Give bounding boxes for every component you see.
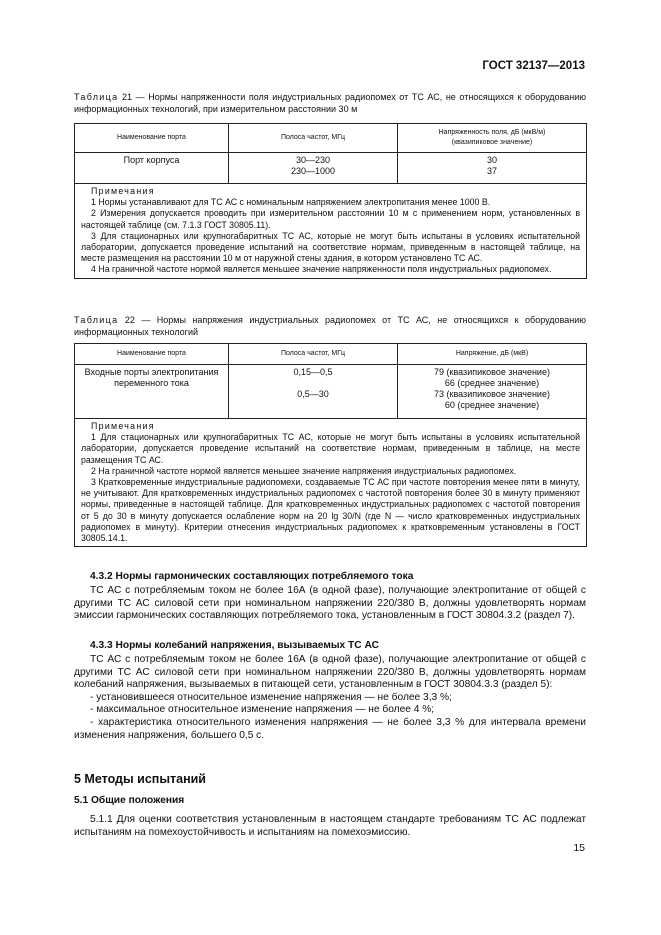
table-row bbox=[75, 344, 587, 365]
cell-port-2: переменного тока bbox=[114, 378, 189, 388]
cell-frequency bbox=[229, 153, 398, 184]
list-item: - установившееся относительное изменение напряжения — не более 3,3 %; bbox=[90, 691, 452, 703]
section-4-3-3-body bbox=[74, 654, 586, 742]
cell-port bbox=[75, 365, 229, 419]
column-header-field-strength-line2: (квазипиковое значение) bbox=[451, 139, 533, 146]
table-21-notes bbox=[75, 184, 587, 279]
cell-port-1: Входные порты электропитания bbox=[84, 367, 219, 377]
note-item: 1 Нормы устанавливают для ТС АС с номинальным напряжением электропитания менее 1000 В. bbox=[91, 197, 491, 208]
table-22-caption-label: Таблица bbox=[74, 315, 119, 325]
note-item: 3 Для стационарных или крупногабаритных ТС АС, которые не могут быть испытаны в условиях испытательной лаборатории, допускается проведение испытаний на соответствие нормам, приведенным в настоящей таблице, на месте размещения на расстоянии 10 м от наружной стены здания, в котором установлено ТС АС. bbox=[81, 230, 580, 264]
notes-title: Примечания bbox=[91, 421, 155, 431]
section-4-3-3-text: ТС АС с потребляемым током не более 16А (в одной фазе), получающие электропитание от общей с другими ТС АС силовой сети при номинальном напряжении 220/380 В, должны удовлетворять нормам колебаний напряжения, вызываемых в питающей сети, установленным в ГОСТ 30804.3.3 (раздел 5): bbox=[74, 654, 586, 691]
column-header-voltage: Напряжение, дБ (мкВ) bbox=[398, 344, 587, 365]
table-22 bbox=[74, 343, 587, 547]
cell-value-1: 30 bbox=[486, 155, 497, 165]
list-item: - максимальное относительное изменение напряжения — не более 4 %; bbox=[90, 704, 435, 716]
table-row bbox=[75, 365, 587, 419]
table-21-caption-label: Таблица bbox=[74, 92, 119, 102]
column-header-port: Наименование порта bbox=[75, 124, 229, 153]
table-notes-row bbox=[75, 184, 587, 279]
cell-frequency-1: 30—230 bbox=[295, 155, 331, 165]
cell-frequency-1: 0,15—0,5 bbox=[293, 367, 333, 377]
cell-value bbox=[398, 153, 587, 184]
column-header-frequency: Полоса частот, МГц bbox=[229, 344, 398, 365]
page-number: 15 bbox=[573, 842, 585, 854]
note-item: 3 Кратковременные индустриальные радиопомехи, создаваемые ТС АС при частоте повторения менее пяти в минуту, не учитывают. Для кратковременных индустриальных радиопомех с частотой повторения более 30 в минуту применяют нормы, приведенные в настоящей таблице. Для кратковременных индустриальных радиопомех с частотой повторения от 5 до 30 в минуту допускается ослабление норм на 20 lg 30/N (где N — число кратковременных индустриальных радиопомех в минуту). Критерии отнесения индустриальных радиопомех к кратковременным установлены в ГОСТ 30805.14.1. bbox=[81, 477, 580, 544]
table-22-caption bbox=[74, 314, 586, 338]
section-4-3-2-heading: 4.3.2 Нормы гармонических составляющих потребляемого тока bbox=[90, 571, 414, 582]
table-row bbox=[75, 124, 587, 153]
table-21 bbox=[74, 123, 587, 279]
cell-value-1: 79 (квазипиковое значение) bbox=[434, 367, 550, 377]
list-item: - характеристика относительного изменения напряжения — не более 3,3 % для интервала времени изменения напряжения, большего 0,5 с. bbox=[74, 716, 586, 741]
cell-frequency-2: 230—1000 bbox=[290, 166, 336, 176]
table-21-caption-text: 21 — Нормы напряженности поля индустриальных радиопомех от ТС АС, не относящихся к оборудованию информационных технологий, при измерительном расстоянии 30 м bbox=[74, 92, 586, 114]
document-code-header: ГОСТ 32137—2013 bbox=[482, 60, 585, 72]
cell-frequency bbox=[229, 365, 398, 419]
section-5-heading: 5 Методы испытаний bbox=[74, 772, 206, 786]
section-5-1-1-text: 5.1.1 Для оценки соответствия установленным в настоящем стандарте требованиям ТС АС подлежат испытаниям на помехоустойчивость и испытаниям на помехоэмиссию. bbox=[74, 814, 586, 838]
table-22-caption-text: 22 — Нормы напряжения индустриальных радиопомех от ТС АС, не относящихся к оборудованию информационных технологий bbox=[74, 315, 586, 337]
section-4-3-3-heading: 4.3.3 Нормы колебаний напряжения, вызываемых ТС АС bbox=[90, 640, 379, 651]
cell-value-3: 73 (квазипиковое значение) bbox=[434, 389, 550, 399]
note-item: 2 Измерения допускается проводить при измерительном расстоянии 10 м с применением норм, установленных в настоящей таблице (см. 7.1.3 ГОСТ 30805.11). bbox=[81, 208, 580, 230]
section-5-1-heading: 5.1 Общие положения bbox=[74, 795, 185, 806]
cell-value bbox=[398, 365, 587, 419]
column-header-field-strength-line1: Напряженность поля, дБ (мкВ/м) bbox=[438, 129, 546, 136]
note-item: 2 На граничной частоте нормой является меньшее значение напряжения индустриальных радиопомех. bbox=[91, 465, 517, 476]
notes-title: Примечания bbox=[91, 186, 155, 196]
table-21-caption bbox=[74, 91, 586, 115]
table-22-notes bbox=[75, 419, 587, 547]
column-header-frequency: Полоса частот, МГц bbox=[229, 124, 398, 153]
cell-port: Порт корпуса bbox=[75, 153, 229, 184]
cell-frequency-2: 0,5—30 bbox=[297, 389, 329, 399]
column-header-field-strength bbox=[398, 124, 587, 153]
column-header-port: Наименование порта bbox=[75, 344, 229, 365]
note-item: 1 Для стационарных или крупногабаритных ТС АС, которые не могут быть испытаны в условиях испытательной лаборатории, допускается проведение испытаний на соответствие нормам, приведенным в таблице, на месте размещения ТС АС. bbox=[81, 432, 580, 465]
table-row bbox=[75, 153, 587, 184]
cell-value-4: 60 (среднее значение) bbox=[444, 400, 540, 410]
section-4-3-2-text: ТС АС с потребляемым током не более 16А (в одной фазе), получающие электропитание от общей с другими ТС АС силовой сети при номинальном напряжении 220/380 В, должны удовлетворять нормам эмиссии гармонических составляющих потребляемого тока, установленным в ГОСТ 30804.3.2 (раздел 7). bbox=[74, 585, 586, 622]
cell-value-2: 66 (среднее значение) bbox=[444, 378, 540, 388]
note-item: 4 На граничной частоте нормой является меньшее значение напряженности поля индустриальных радиопомех. bbox=[91, 264, 552, 275]
table-notes-row bbox=[75, 419, 587, 547]
cell-value-2: 37 bbox=[486, 166, 497, 176]
